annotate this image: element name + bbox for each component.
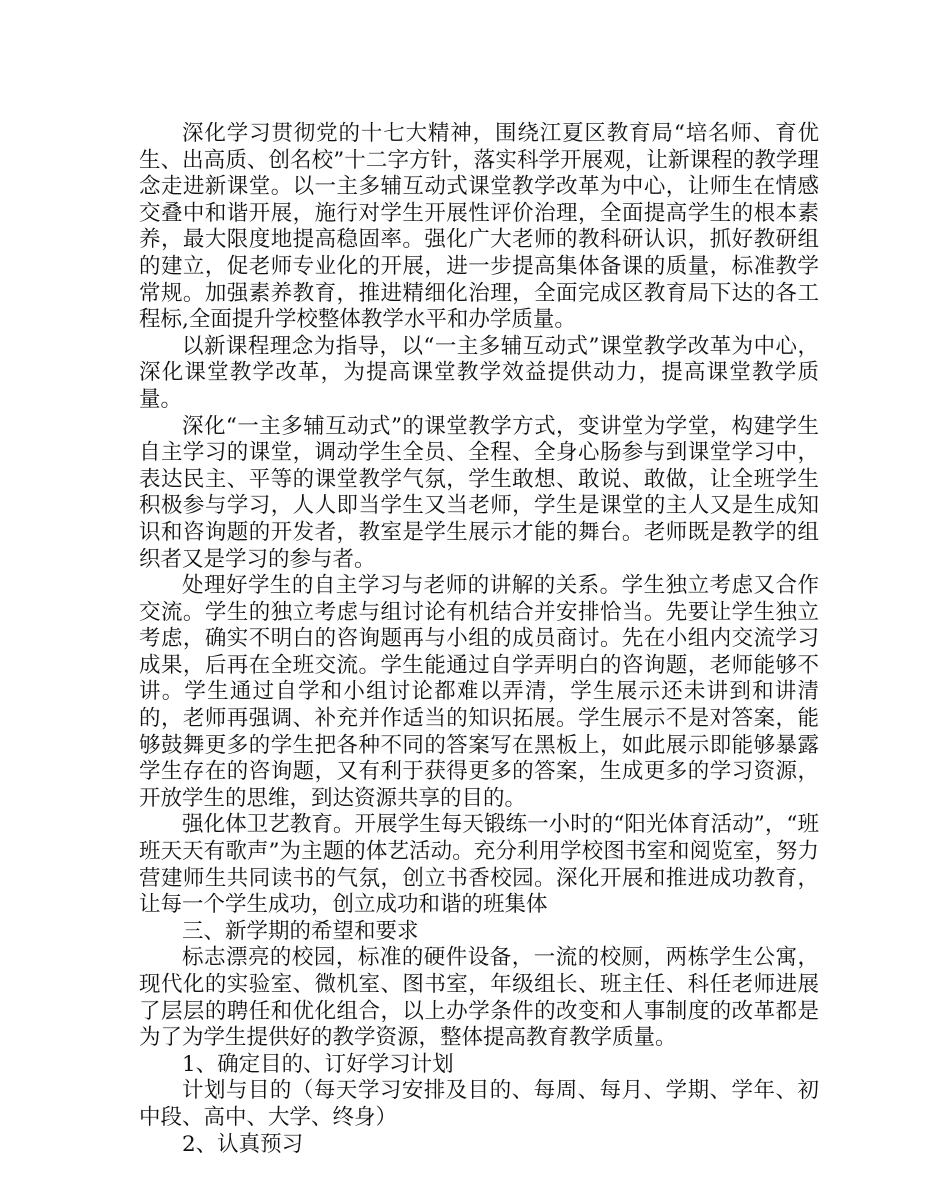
paragraph-curriculum-reform: 以新课程理念为指导，以“一主多辅互动式”课堂教学改革为中心，深化课堂教学改革，为提高课堂教学效益提供动力，提高课堂教学质量。	[139, 333, 819, 412]
paragraph-school-conditions: 标志漂亮的校园，标准的硬件设备，一流的校厕，两栋学生公寓，现代化的实验室、微机室、图书室，年级组长、班主任、科任老师进展了层层的聘任和优化组合，以上办学条件的改变和人事制度的改革都是为了为学生提供好的教学资源，整体提高教育教学质量。	[139, 945, 819, 1051]
section-heading-new-semester: 三、新学期的希望和要求	[182, 918, 419, 944]
paragraph-guiding-thought: 深化学习贯彻党的十七大精神，围绕江夏区教育局“培名师、育优生、出高质、创名校”十二字方针，落实科学开展观，让新课程的教学理念走进新课堂。以一主多辅互动式课堂教学改革为中心，让师生在情感交叠中和谐开展，施行对学生开展性评价治理，全面提高学生的根本素养，最大限度地提高稳固率。强化广大老师的教科研认识，抓好教研组的建立，促老师专业化的开展，进一步提高集体备课的质量，标准教学常规。加强素养教育，推进精细化治理，全面完成区教育局下达的各工程标,全面提升学校整体教学水平和办学质量。	[139, 121, 819, 333]
paragraph-plan-goals: 计划与目的（每天学习安排及目的、每周、每月、学期、学年、初中段、高中、大学、终身）	[139, 1078, 819, 1130]
document-body	[139, 121, 819, 1158]
list-item-preview: 2、认真预习	[182, 1131, 304, 1157]
paragraph-teaching-method: 深化“一主多辅互动式”的课堂教学方式，变讲堂为学堂，构建学生自主学习的课堂，调动学生全员、全程、全身心肠参与到课堂学习中，表达民主、平等的课堂教学气氛，学生敢想、敢说、敢做，让全班学生积极参与学习，人人即当学生又当老师，学生是课堂的主人又是生成知识和咨询题的开发者，教室是学生展示才能的舞台。老师既是教学的组织者又是学习的参与者。	[139, 413, 819, 572]
list-item-set-goals: 1、确定目的、订好学习计划	[182, 1051, 454, 1077]
paragraph-sports-arts: 强化体卫艺教育。开展学生每天锻练一小时的“阳光体育活动”，“班班天天有歌声”为主题的体艺活动。充分利用学校图书室和阅览室，努力营建师生共同读书的气氛，创立书香校园。深化开展和推进成功教育，让每一个学生成功，创立成功和谐的班集体	[139, 812, 819, 918]
paragraph-self-study: 处理好学生的自主学习与老师的讲解的关系。学生独立考虑又合作交流。学生的独立考虑与组讨论有机结合并安排恰当。先要让学生独立考虑，确实不明白的咨询题再与小组的成员商讨。先在小组内交流学习成果，后再在全班交流。学生能通过自学弄明白的咨询题，老师能够不讲。学生通过自学和小组讨论都难以弄清，学生展示还未讲到和讲清的，老师再强调、补充并作适当的知识拓展。学生展示不是对答案，能够鼓舞更多的学生把各种不同的答案写在黑板上，如此展示即能够暴露学生存在的咨询题，又有利于获得更多的答案，生成更多的学习资源，开放学生的思维，到达资源共享的目的。	[139, 573, 819, 811]
